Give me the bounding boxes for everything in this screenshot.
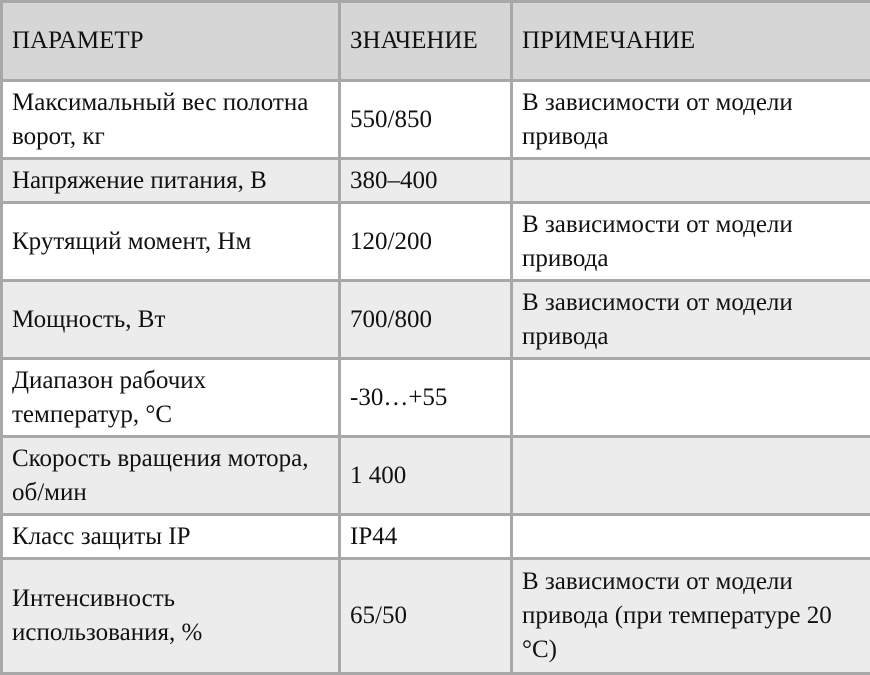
table-row (2, 515, 870, 559)
cell-note (512, 359, 870, 437)
cell-value: 120/200 (340, 203, 512, 281)
cell-parameter: Напряжение питания, В (2, 159, 340, 203)
cell-parameter: Максимальный вес полотна ворот, кг (2, 81, 340, 159)
table-row (2, 281, 870, 359)
table-row (2, 359, 870, 437)
cell-parameter: Крутящий момент, Нм (2, 203, 340, 281)
cell-value: -30…+55 (340, 359, 512, 437)
cell-value: IP44 (340, 515, 512, 559)
table-row (2, 81, 870, 159)
cell-parameter: Интенсивность использования, % (2, 559, 340, 674)
cell-value: 380–400 (340, 159, 512, 203)
cell-parameter: Мощность, Вт (2, 281, 340, 359)
cell-value: 550/850 (340, 81, 512, 159)
cell-note: В зависимости от модели привода (512, 281, 870, 359)
cell-note: В зависимости от модели привода (512, 81, 870, 159)
table-row (2, 203, 870, 281)
cell-note (512, 515, 870, 559)
cell-note (512, 437, 870, 515)
header-parameter: ПАРАМЕТР (2, 2, 340, 81)
table-row (2, 159, 870, 203)
cell-note: В зависимости от модели привода (512, 203, 870, 281)
cell-note: В зависимости от модели привода (при температуре 20 °С) (512, 559, 870, 674)
cell-value: 1 400 (340, 437, 512, 515)
header-value: ЗНАЧЕНИЕ (340, 2, 512, 81)
table-row (2, 437, 870, 515)
cell-note (512, 159, 870, 203)
cell-parameter: Скорость вращения мотора, об/мин (2, 437, 340, 515)
table-header-row (2, 2, 870, 81)
cell-value: 700/800 (340, 281, 512, 359)
table-row (2, 559, 870, 674)
cell-parameter: Класс защиты IP (2, 515, 340, 559)
header-note: ПРИМЕЧАНИЕ (512, 2, 870, 81)
cell-parameter: Диапазон рабочих температур, °С (2, 359, 340, 437)
cell-value: 65/50 (340, 559, 512, 674)
